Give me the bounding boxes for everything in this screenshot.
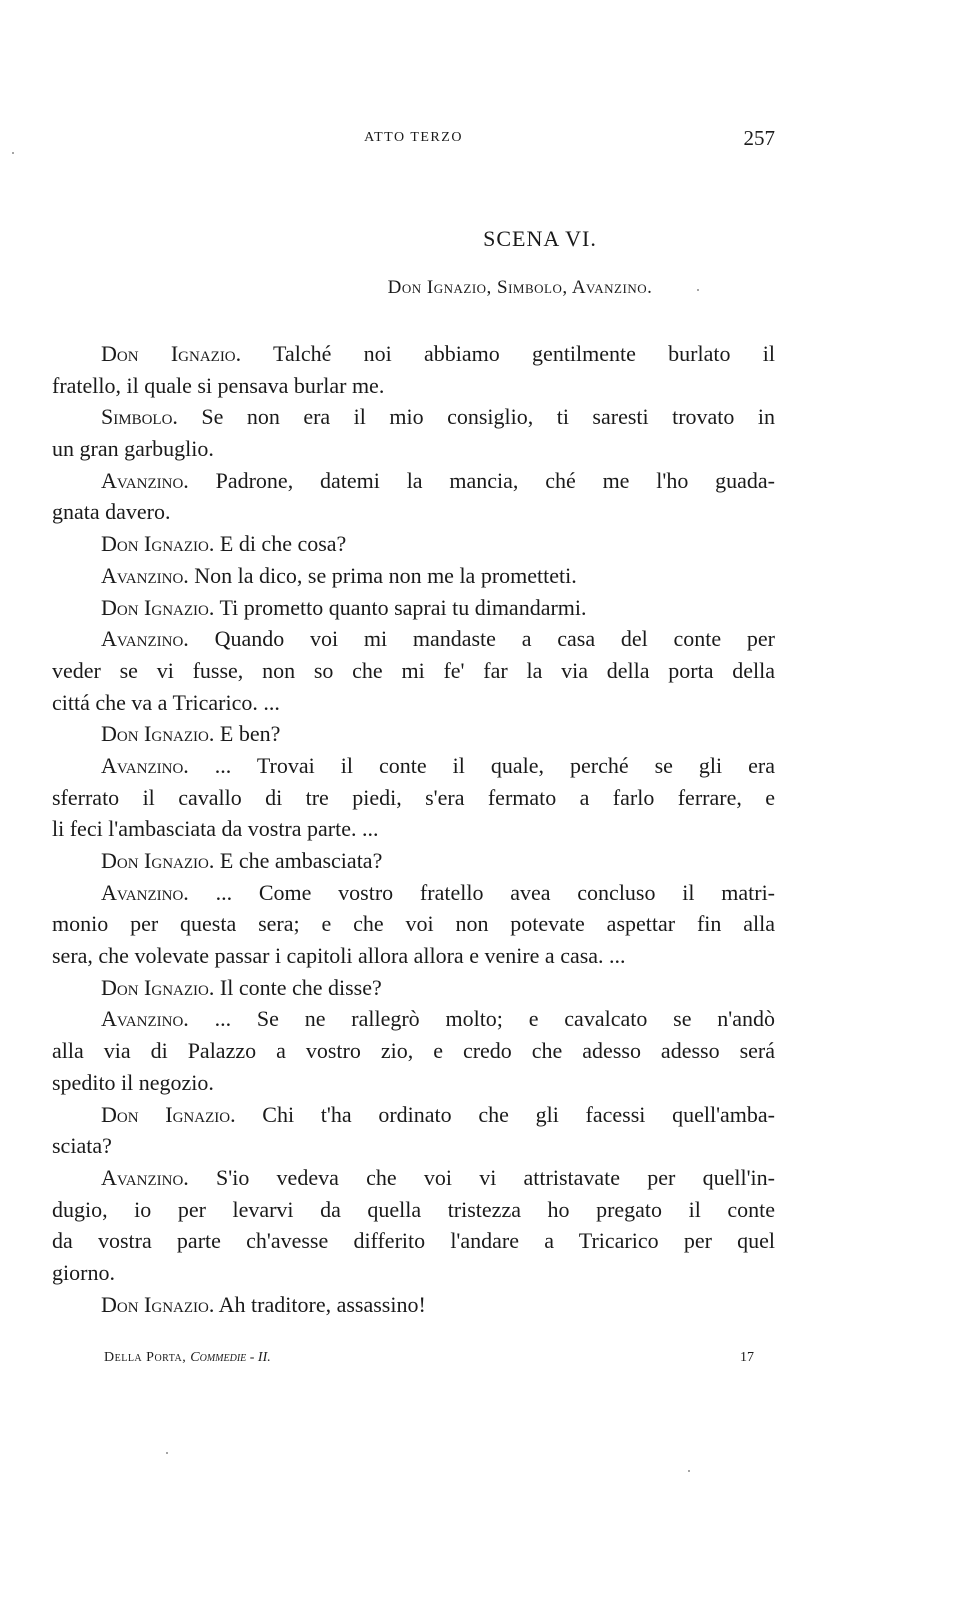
line-text: S'io vedeva che voi vi attristavate per quell'in-	[216, 1164, 775, 1190]
speech-paragraph	[52, 560, 775, 592]
text-line	[52, 338, 775, 370]
scan-speck	[688, 1470, 690, 1472]
speech-paragraph	[52, 972, 775, 1004]
speech-paragraph	[52, 1099, 775, 1162]
text-line	[52, 877, 775, 909]
line-text: ... Come vostro fratello avea concluso il matri-	[215, 879, 776, 905]
scan-speck	[166, 1452, 168, 1454]
speech-paragraph	[52, 592, 775, 624]
scan-speck	[12, 152, 14, 154]
speaker-name: Don Ignazio.	[101, 531, 215, 557]
line-text: gnata davero.	[52, 499, 171, 525]
speaker-name: Simbolo.	[101, 404, 178, 430]
speech-paragraph	[52, 845, 775, 877]
line-text: sferrato il cavallo di tre piedi, s'era fermato a farlo ferrare, e	[52, 784, 775, 810]
text-line	[52, 465, 775, 497]
speaker-name: Avanzino.	[101, 879, 189, 905]
line-text: cittá che va a Tricarico. ...	[52, 689, 280, 715]
text-line	[52, 1003, 775, 1035]
text-line	[52, 1130, 775, 1162]
line-text: monio per questa sera; e che voi non potevate aspettar fin alla	[52, 911, 775, 937]
speech-paragraph	[52, 465, 775, 528]
text-line	[52, 1194, 775, 1226]
line-text: giorno.	[52, 1259, 115, 1285]
speaker-name: Avanzino.	[101, 1006, 189, 1032]
dialogue-body	[52, 338, 775, 1320]
text-line	[52, 972, 775, 1004]
line-text: Ah traditore, assassino!	[218, 1291, 426, 1317]
text-line	[52, 496, 775, 528]
running-header	[52, 126, 775, 150]
scene-title: SCENA VI.	[483, 226, 597, 251]
text-line	[52, 750, 775, 782]
text-line	[52, 687, 775, 719]
speaker-name: Avanzino.	[101, 1164, 189, 1190]
text-line	[52, 908, 775, 940]
line-text: alla via di Palazzo a vostro zio, e credo che adesso adesso será	[52, 1038, 775, 1064]
text-line	[52, 1225, 775, 1257]
speech-paragraph	[52, 1162, 775, 1289]
line-text: dugio, io per levarvi da quella tristezza ho pregato il conte	[52, 1196, 775, 1222]
line-text: Il conte che disse?	[219, 974, 382, 1000]
speech-paragraph	[52, 623, 775, 718]
line-text: Non la dico, se prima non me la prometteti.	[194, 562, 577, 588]
line-text: fratello, il quale si pensava burlar me.	[52, 372, 385, 398]
speaker-name: Avanzino.	[101, 752, 189, 778]
line-text: ... Trovai il conte il quale, perché se gli era	[214, 752, 775, 778]
speech-paragraph	[52, 718, 775, 750]
footer-work: Commedie - II.	[190, 1350, 271, 1365]
text-line	[52, 1099, 775, 1131]
text-line	[52, 592, 775, 624]
speech-paragraph	[52, 750, 775, 845]
speaker-name: Don Ignazio.	[101, 594, 215, 620]
line-text: spedito il negozio.	[52, 1069, 214, 1095]
line-text: E di che cosa?	[219, 531, 347, 557]
line-text: Chi t'ha ordinato che gli facessi quell'amba-	[262, 1101, 775, 1127]
line-text: E che ambasciata?	[219, 848, 383, 873]
text-line	[52, 813, 775, 845]
line-text: Ti prometto quanto saprai tu dimandarmi.	[219, 594, 587, 620]
line-text: da vostra parte ch'avesse differito l'andare a Tricarico per quel	[52, 1228, 775, 1254]
line-text: sera, che volevate passar i capitoli allora allora e venire a casa. ...	[52, 943, 626, 969]
text-line	[52, 718, 775, 750]
signature-mark: 17	[740, 1350, 754, 1365]
speaker-name: Avanzino.	[101, 467, 189, 493]
page-number: 257	[743, 126, 775, 150]
speaker-name: Avanzino.	[101, 562, 189, 588]
line-text: li feci l'ambasciata da vostra parte. ...	[52, 816, 379, 842]
speaker-name: Don Ignazio.	[101, 974, 215, 1000]
line-text: veder se vi fusse, non so che mi fe' far la via della porta della	[52, 657, 775, 683]
speech-paragraph	[52, 877, 775, 972]
footer-citation	[104, 1350, 271, 1366]
speech-paragraph	[52, 528, 775, 560]
speaker-name: Don Ignazio.	[101, 721, 215, 747]
character-list: Don Ignazio, Simbolo, Avanzino.	[387, 277, 653, 298]
speaker-name: Don Ignazio.	[101, 1101, 236, 1127]
text-line	[52, 1289, 775, 1321]
speech-paragraph	[52, 338, 775, 401]
text-line	[52, 1067, 775, 1099]
line-text: sciata?	[52, 1133, 112, 1159]
speaker-name: Avanzino.	[101, 626, 189, 652]
text-line	[52, 1257, 775, 1289]
text-line	[52, 1162, 775, 1194]
footer-author: Della Porta,	[104, 1350, 187, 1365]
line-text: Quando voi mi mandaste a casa del conte per	[214, 626, 776, 652]
running-title: ATTO TERZO	[364, 130, 463, 145]
scan-speck	[697, 289, 699, 291]
line-text: Se non era il mio consiglio, ti saresti trovato in	[201, 404, 776, 430]
speaker-name: Don Ignazio.	[101, 341, 242, 366]
text-line	[52, 1035, 775, 1067]
speech-paragraph	[52, 401, 775, 464]
text-line	[52, 401, 775, 433]
text-line	[52, 370, 775, 402]
text-line	[52, 940, 775, 972]
speaker-name: Don Ignazio.	[101, 848, 215, 873]
text-line	[52, 845, 775, 877]
text-line	[52, 528, 775, 560]
line-text: Talché noi abbiamo gentilmente burlato il	[273, 341, 776, 366]
text-line	[52, 782, 775, 814]
speech-paragraph	[52, 1003, 775, 1098]
line-text: Padrone, datemi la mancia, ché me l'ho guada-	[215, 467, 776, 493]
speaker-name: Don Ignazio.	[101, 1291, 215, 1317]
text-line	[52, 560, 775, 592]
line-text: E ben?	[219, 721, 281, 747]
text-line	[52, 623, 775, 655]
speech-paragraph	[52, 1289, 775, 1321]
text-line	[52, 655, 775, 687]
line-text: ... Se ne rallegrò molto; e cavalcato se n'andò	[214, 1006, 775, 1032]
line-text: un gran garbuglio.	[52, 436, 214, 462]
text-line	[52, 433, 775, 465]
